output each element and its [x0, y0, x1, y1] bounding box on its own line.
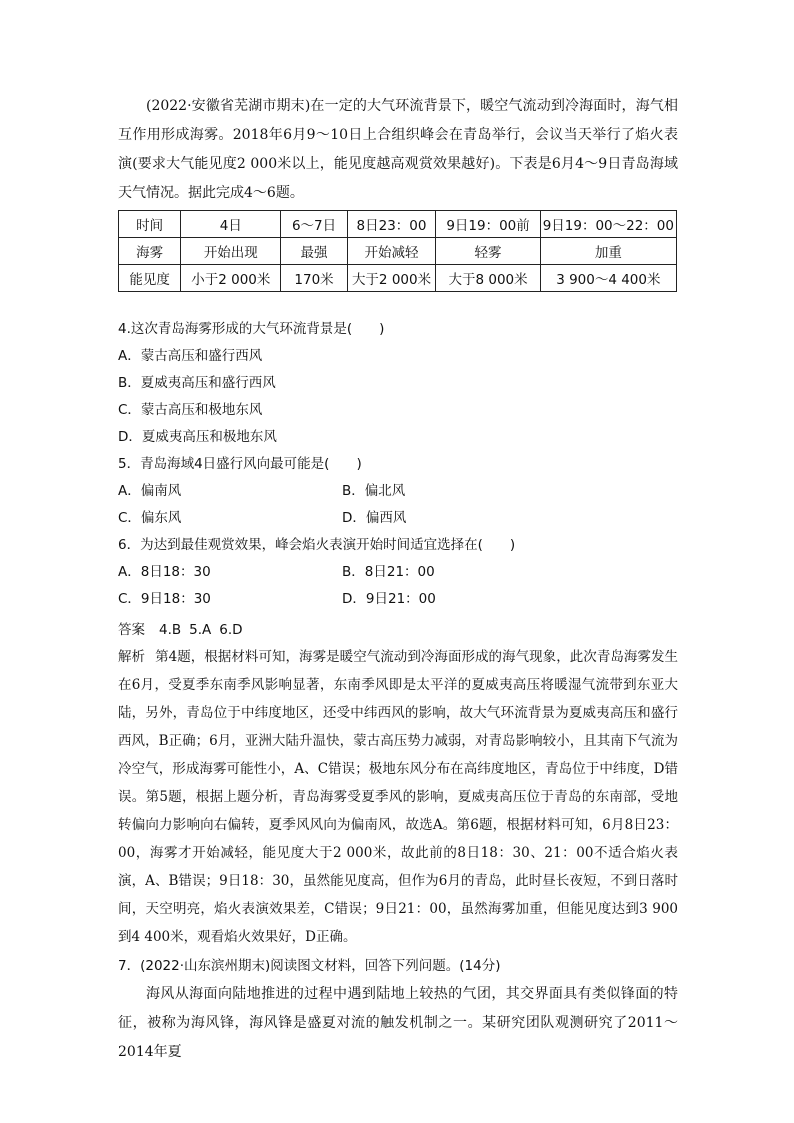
table-cell: 时间 — [119, 211, 181, 238]
table-header-row — [119, 211, 677, 238]
table-cell: 开始出现 — [181, 238, 281, 265]
intro-paragraph: (2022·安徽省芜湖市期末)在一定的大气环流背景下，暖空气流动到冷海面时，海气相互作用形成海雾。2018年6月9～10日上合组织峰会在青岛举行，会议当天举行了焰火表演(要求大气能见度2 000米以上，能见度越高观赏效果越好)。下表是6月4～9日青岛海域天气情况。据此完成4～6题。 — [118, 98, 678, 201]
option-d: D．偏西风 — [342, 510, 407, 526]
analysis-text: 第4题，根据材料可知，海雾是暖空气流动到冷海面形成的海气现象，此次青岛海雾发生在6月，受夏季东南季风影响显著，东南季风即是太平洋的夏威夷高压将暖湿气流带到东亚大陆，另外，青岛位于中纬度地区，还受中纬西风的影响，故大气环流背景为夏威夷高压和盛行西风，B正确；6月，亚洲大陆升温快，蒙古高压势力减弱，对青岛影响较小，且其南下气流为冷空气，形成海雾可能性小，A、C错误；极地东风分布在高纬度地区，青岛位于中纬度，D错误。第5题，根据上题分析，青岛海雾受夏季风的影响，夏威夷高压位于青岛的东南部，受地转偏向力影响向右偏转，夏季风风向为偏南风，故选A。第6题，根据材料可知，6月8日23：00，海雾才开始减轻，能见度大于2 000米，故此前的8日18：30、21：00不适合焰火表演，A、B错误；9日18：30，虽然能见度高，但作为6月的青岛，此时昼长夜短，不到日落时间，天空明亮，焰火表演效果差，C错误；9日21：00，虽然海雾加重，但能见度达到3 900到4 400米，观看焰火效果好，D正确。 — [118, 649, 679, 945]
option-c: C．蒙古高压和极地东风 — [118, 402, 263, 418]
table-cell: 170米 — [281, 265, 347, 292]
table-cell: 4日 — [181, 211, 281, 238]
table-cell: 开始减轻 — [347, 238, 436, 265]
table-cell: 轻雾 — [436, 238, 540, 265]
question-4 — [118, 316, 678, 451]
table-cell: 最强 — [281, 238, 347, 265]
analysis-paragraph — [118, 643, 678, 951]
option-b: B．夏威夷高压和盛行西风 — [118, 375, 276, 391]
option-a: A．8日18：30 — [118, 564, 211, 580]
table-cell: 大于8 000米 — [436, 265, 540, 292]
question-stem: 5．青岛海域4日盛行风向最可能是( ) — [118, 456, 362, 472]
option-d: D．夏威夷高压和极地东风 — [118, 429, 277, 445]
table-cell: 6～7日 — [281, 211, 347, 238]
document-page — [118, 92, 678, 1067]
analysis-label: 解析 — [118, 649, 146, 665]
question-6 — [118, 532, 678, 613]
answer-item: 5.A — [189, 622, 212, 638]
option-b: B．偏北风 — [342, 483, 406, 499]
table-cell: 小于2 000米 — [181, 265, 281, 292]
options-row — [118, 478, 678, 505]
table-cell: 能见度 — [119, 265, 181, 292]
answer-item: 6.D — [219, 622, 243, 638]
option-a: A．偏南风 — [118, 483, 182, 499]
option-b: B．8日21：00 — [342, 564, 435, 580]
table-cell: 大于2 000米 — [347, 265, 436, 292]
table-cell: 8日23：00 — [347, 211, 436, 238]
option-c: C．偏东风 — [118, 510, 182, 526]
table-cell: 9日19：00～22：00 — [540, 211, 676, 238]
option-a: A．蒙古高压和盛行西风 — [118, 348, 263, 364]
table-cell: 3 900～4 400米 — [540, 265, 676, 292]
options-row — [118, 586, 678, 613]
table-cell: 加重 — [540, 238, 676, 265]
options-row — [118, 559, 678, 586]
table-row — [119, 238, 677, 265]
answer-label: 答案 — [118, 622, 145, 638]
answer-item: 4.B — [159, 622, 182, 638]
question-stem: 6．为达到最佳观赏效果，峰会焰火表演开始时间适宜选择在( ) — [118, 537, 516, 553]
question-7-text: 海风从海面向陆地推进的过程中遇到陆地上较热的气团，其交界面具有类似锋面的特征，被称为海风锋，海风锋是盛夏对流的触发机制之一。某研究团队观测研究了2011～2014年夏 — [118, 986, 678, 1060]
option-c: C．9日18：30 — [118, 591, 211, 607]
table-cell: 9日19：00前 — [436, 211, 540, 238]
answer-line — [118, 617, 678, 643]
table-row — [119, 265, 677, 292]
option-d: D．9日21：00 — [342, 591, 436, 607]
question-stem: 4.这次青岛海雾形成的大气环流背景是( ) — [118, 321, 385, 337]
table-cell: 海雾 — [119, 238, 181, 265]
weather-table — [118, 210, 677, 292]
question-5 — [118, 451, 678, 532]
question-7-stem: 7．(2022·山东滨州期末)阅读图文材料，回答下列问题。(14分) — [118, 958, 501, 974]
options-row — [118, 505, 678, 532]
